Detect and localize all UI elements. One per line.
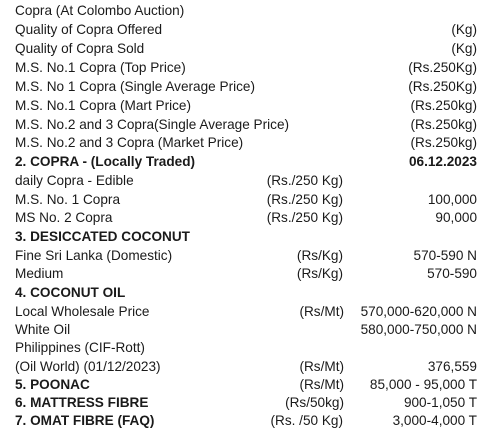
row-label: M.S. No.2 and 3 Copra (Market Price) [15, 135, 244, 150]
row-label: M.S. No.1 Copra (Top Price) [15, 60, 186, 75]
row-value: 570-590 N [413, 248, 477, 263]
section-heading: 2. COPRA - (Locally Traded) [15, 154, 196, 169]
row-unit: (Rs/Mt) [299, 359, 344, 374]
row-value: (Rs.250Kg) [408, 60, 477, 75]
row-unit: (Rs/Mt) [299, 304, 344, 319]
report-row [0, 208, 495, 227]
report-row [0, 246, 495, 265]
row-unit: (Rs/50kg) [285, 395, 344, 410]
row-label: Medium [15, 266, 64, 281]
section-heading-row [0, 152, 495, 171]
row-label: M.S. No.2 and 3 Copra(Single Average Price) [15, 117, 290, 132]
row-label: Copra (At Colombo Auction) [15, 3, 185, 18]
row-unit: (Rs./250 Kg) [266, 173, 343, 188]
row-unit: (Rs./250 Kg) [266, 192, 343, 207]
row-value: 100,000 [427, 192, 477, 207]
row-unit: (Rs. /50 Kg) [270, 413, 343, 428]
row-label: (Oil World) (01/12/2023) [15, 359, 161, 374]
row-label: Local Wholesale Price [15, 304, 150, 319]
row-value: 570-590 [427, 266, 477, 281]
row-value: 376,559 [427, 359, 477, 374]
report-row [0, 357, 495, 376]
report-row [0, 190, 495, 209]
row-label: MS No. 2 Copra [15, 210, 113, 225]
row-value: 90,000 [435, 210, 477, 225]
report-row [0, 39, 495, 58]
section-heading-row [0, 227, 495, 246]
section-heading-row [0, 283, 495, 302]
row-label: M.S. No. 1 Copra [15, 192, 121, 207]
report-date: 06.12.2023 [408, 154, 477, 169]
report-row [0, 171, 495, 190]
report-row [0, 264, 495, 283]
report-row [0, 77, 495, 96]
report-row [0, 58, 495, 77]
row-unit: (Rs./250 Kg) [266, 210, 343, 225]
report-row [0, 96, 495, 115]
row-unit: (Rs/Mt) [299, 377, 344, 392]
row-label: M.S. No.1 Copra (Mart Price) [15, 98, 192, 113]
row-value: 85,000 - 95,000 T [369, 377, 477, 392]
row-value: (Rs.250kg) [410, 98, 477, 113]
row-label: M.S. No 1 Copra (Single Average Price) [15, 79, 256, 94]
report-row [0, 115, 495, 134]
report-row [0, 338, 495, 357]
section-heading-row [0, 411, 495, 430]
row-value: 580,000-750,000 N [360, 322, 477, 337]
section-heading: 3. DESICCATED COCONUT [15, 229, 190, 244]
report-row [0, 133, 495, 152]
row-unit: (Rs/Kg) [296, 248, 343, 263]
row-label: daily Copra - Edible [15, 173, 134, 188]
report-row [0, 20, 495, 39]
row-label: White Oil [15, 322, 71, 337]
report-row [0, 302, 495, 321]
row-value: (Rs.250kg) [410, 135, 477, 150]
section-heading: 6. MATTRESS FIBRE [15, 395, 149, 410]
section-heading: 4. COCONUT OIL [15, 285, 126, 300]
section-heading-row [0, 393, 495, 412]
row-value: 570,000-620,000 N [360, 304, 477, 319]
row-label: Quality of Copra Sold [15, 41, 145, 56]
section-heading: 7. OMAT FIBRE (FAQ) [15, 413, 155, 428]
report-row [0, 1, 495, 20]
row-value: (Kg) [451, 22, 477, 37]
report-row [0, 320, 495, 339]
section-heading-row [0, 375, 495, 394]
row-value: (Rs.250kg) [410, 117, 477, 132]
row-unit: (Rs/Kg) [296, 266, 343, 281]
row-value: 900-1,050 T [403, 395, 477, 410]
row-value: (Kg) [451, 41, 477, 56]
row-label: Fine Sri Lanka (Domestic) [15, 248, 173, 263]
row-value: (Rs.250Kg) [408, 79, 477, 94]
row-label: Philippines (CIF-Rott) [15, 340, 145, 355]
row-value: 3,000-4,000 T [392, 413, 477, 428]
row-label: Quality of Copra Offered [15, 22, 163, 37]
section-heading: 5. POONAC [15, 377, 90, 392]
